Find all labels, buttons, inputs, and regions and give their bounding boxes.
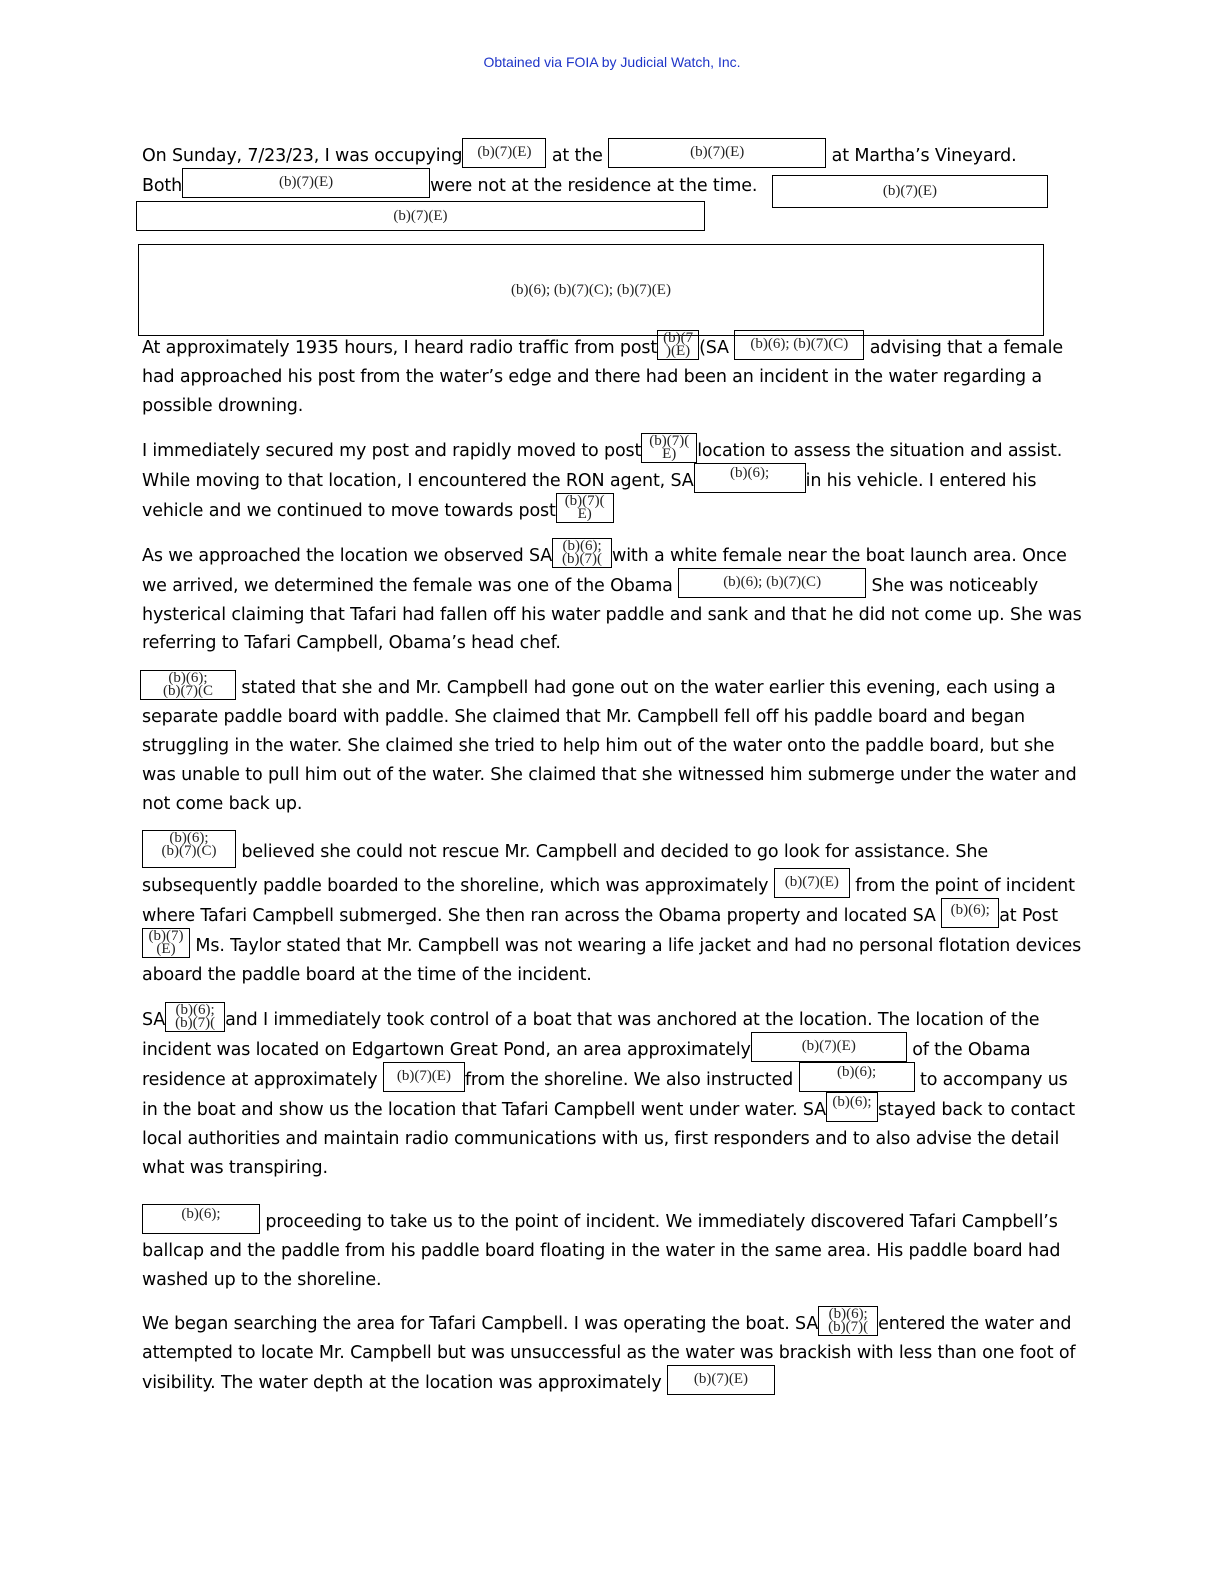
- redaction-code: (b)(7: [663, 330, 694, 346]
- paragraph-5: [142, 670, 1082, 818]
- redaction-box: (b)(6);: [142, 1204, 260, 1234]
- redaction-box: (b)(6);: [826, 1092, 878, 1122]
- redaction-box: (b)(6);: [941, 898, 999, 928]
- redaction-box: [142, 928, 190, 958]
- redaction-code: E): [662, 445, 677, 462]
- redaction-box: (b)(7)(E): [774, 868, 850, 898]
- paragraph-8: [142, 1207, 1082, 1295]
- text: She was noticeably hysterical claiming that Tafari had fallen off his water paddle and sank and that he did not come up. She was referring to Tafari Campbell, Obama’s head chef.: [142, 575, 1082, 654]
- redaction-box: [165, 1002, 225, 1032]
- redaction-code: (b)(6);: [169, 830, 209, 847]
- redaction-box: (b)(7)(E): [608, 138, 826, 168]
- redaction-code: (b)(7)(C): [161, 843, 217, 860]
- text: were not at the residence at the time.: [430, 176, 758, 196]
- redaction-box: (b)(6);: [694, 463, 806, 493]
- paragraph-6: [142, 830, 1082, 990]
- text: I immediately secured my post and rapidly moved to post: [142, 440, 642, 461]
- text: in his vehicle. I entered his vehicle and we continued to move towards post: [142, 470, 1037, 521]
- redaction-code: E): [577, 505, 592, 522]
- redaction-box: (b)(6);: [799, 1062, 915, 1092]
- redaction-box: [641, 433, 697, 463]
- redaction-box: (b)(7)(E): [462, 138, 546, 168]
- text: Ms. Taylor stated that Mr. Campbell was not wearing a life jacket and had no personal flotation devices aboard the paddle board at the time of the incident.: [142, 936, 1082, 986]
- text: entered the water and attempted to locate Mr. Campbell but was unsuccessful as the water was brackish with less than one foot of visibility. The water depth at the location was approximately: [142, 1314, 1076, 1394]
- text: at Martha’s Vineyard.: [831, 146, 1017, 166]
- redaction-code: )(E): [666, 343, 691, 359]
- text: On Sunday, 7/23/23, I was occupying: [142, 146, 463, 166]
- redaction-code: (b)(7)(: [564, 492, 605, 509]
- redaction-code: (b)(7)(: [562, 550, 603, 567]
- text: advising that a female had approached his post from the water’s edge and there had been an incident in the water regarding a possible drowning.: [142, 338, 1063, 416]
- redaction-box: (b)(6); (b)(7)(C): [678, 568, 866, 598]
- paragraph-1: [142, 141, 1047, 201]
- spacer: [142, 201, 1082, 333]
- document-body: [142, 141, 1082, 1413]
- paragraph-7: [142, 1002, 1082, 1183]
- redaction-code: (b)(7)(: [649, 432, 690, 449]
- redaction-code: (b)(6);: [562, 537, 602, 554]
- text: from the point of incident where Tafari Campbell submerged. She then ran across the Obama property and located SA: [142, 876, 1075, 927]
- text: with a white female near the boat launch area. Once we arrived, we determined the female was one of the Obama: [142, 545, 1067, 596]
- text: from the shoreline. We also instructed: [464, 1070, 794, 1091]
- redaction-code: (b)(7)(: [828, 1319, 869, 1336]
- redaction-code: (b)(7)(E): [393, 207, 448, 224]
- redaction-box: (b)(7)(E): [751, 1032, 907, 1062]
- redaction-code: (b)(6);: [828, 1306, 868, 1323]
- paragraph-4: [142, 537, 1082, 659]
- text: believed she could not rescue Mr. Campbell and decided to go look for assistance. She subsequently paddle boarded to the shoreline, which was approximately: [142, 842, 988, 897]
- text: We began searching the area for Tafari Campbell. I was operating the boat. SA: [142, 1314, 819, 1335]
- redaction-box: (b)(7)(E): [667, 1365, 775, 1395]
- redaction-box: [657, 330, 699, 360]
- redaction-box: [140, 670, 236, 700]
- text: Both: [142, 176, 183, 196]
- redaction-code: (b)(7)(: [175, 1015, 216, 1032]
- text: As we approached the location we observed SA: [142, 545, 553, 566]
- redaction-code: (b)(6);: [175, 1002, 215, 1019]
- text: SA: [142, 1010, 166, 1031]
- paragraph-3: [142, 432, 1082, 526]
- redaction-code: (b)(7): [148, 928, 184, 945]
- text: (SA: [699, 338, 729, 358]
- redaction-box: (b)(7)(E): [383, 1062, 465, 1092]
- redaction-box: [552, 538, 612, 568]
- redaction-code: (b)(6); (b)(7)(C); (b)(7)(E): [511, 281, 671, 298]
- text: at the: [551, 146, 603, 166]
- foia-watermark: Obtained via FOIA by Judicial Watch, Inc.: [483, 54, 741, 70]
- text: stayed back to contact local authorities and maintain radio communications with us, first responders and to also advise the detail what was transpiring.: [142, 1100, 1075, 1178]
- text: location to assess the situation and assist. While moving to that location, I encountered the RON agent, SA: [142, 440, 1063, 491]
- text: to accompany us in the boat and show us the location that Tafari Campbell went under water. SA: [142, 1070, 1068, 1121]
- redaction-code: (b)(6);: [168, 670, 208, 687]
- redaction-box: [556, 493, 614, 523]
- redaction-code: (E): [156, 941, 176, 958]
- redaction-code: (b)(7)(E): [882, 183, 938, 199]
- text: and I immediately took control of a boat that was anchored at the location. The location of the incident was located on Edgartown Great Pond, an area approximately: [142, 1010, 1040, 1061]
- text: proceeding to take us to the point of incident. We immediately discovered Tafari Campbell’s ballcap and the paddle from his paddle board floating in the water in the same area. His paddle board had washed up to the shoreline.: [142, 1211, 1061, 1290]
- redaction-code: (b)(7)(C: [163, 683, 213, 700]
- text: stated that she and Mr. Campbell had gone out on the water earlier this evening, each using a separate paddle board with paddle. She claimed that Mr. Campbell fell off his paddle board and began struggling in the water. She claimed she tried to help him out of the water onto the paddle board, but she was unable to pull him out of the water. She claimed that she witnessed him submerge under the water and not come back up.: [142, 678, 1077, 814]
- paragraph-2: [142, 330, 1082, 421]
- paragraph-9: [142, 1306, 1082, 1398]
- text: of the Obama residence at approximately: [142, 1040, 1031, 1091]
- redaction-box: [142, 830, 236, 868]
- redaction-box: (b)(6); (b)(7)(C): [734, 330, 864, 360]
- text: at Post: [999, 906, 1058, 927]
- text: At approximately 1935 hours, I heard radio traffic from post: [142, 338, 658, 358]
- redaction-box: [818, 1306, 878, 1336]
- redaction-box: (b)(7)(E): [182, 168, 430, 198]
